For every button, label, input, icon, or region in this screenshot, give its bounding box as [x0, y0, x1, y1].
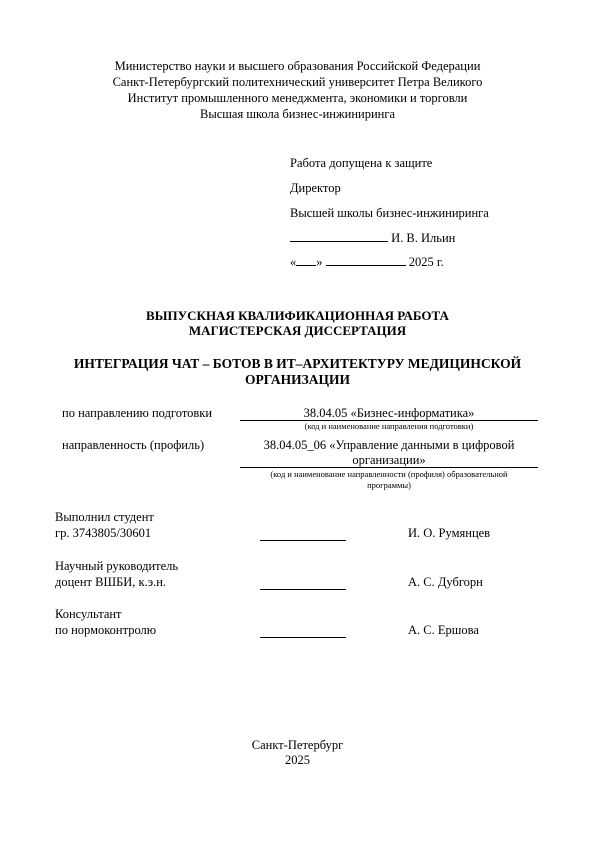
director-signature-line [290, 229, 388, 242]
direction-value: 38.04.05 «Бизнес-информатика» [303, 406, 475, 420]
supervisor-degree: доцент ВШБИ, к.э.н. [55, 575, 167, 589]
approval-school: Высшей школы бизнес-инжиниринга [290, 206, 489, 220]
consultant-area: по нормоконтролю [55, 623, 157, 637]
profile-caption-line2: программы) [367, 480, 411, 490]
topic-title-line2: ОРГАНИЗАЦИИ [245, 372, 350, 387]
institute-line: Институт промышленного менеджмента, экономики и торговли [127, 91, 468, 105]
profile-rule [240, 467, 538, 468]
student-name: И. О. Румянцев [408, 526, 491, 540]
profile-value-line2: организации» [352, 453, 426, 467]
work-type-subtitle: МАГИСТЕРСКАЯ ДИССЕРТАЦИЯ [188, 323, 407, 338]
profile-label: направленность (профиль) [62, 438, 205, 452]
consultant-name: А. С. Ершова [408, 623, 479, 637]
consultant-role: Консультант [55, 607, 122, 621]
date-open-quote: « [290, 255, 297, 269]
profile-value-line1: 38.04.05_06 «Управление данными в цифровой [263, 438, 515, 452]
supervisor-role: Научный руководитель [55, 559, 179, 573]
profile-caption-line1: (код и наименование направленности (профиля) образовательной [270, 469, 508, 479]
ministry-line: Министерство науки и высшего образования Российской Федерации [114, 59, 481, 73]
footer-year: 2025 [285, 753, 310, 767]
school-line: Высшая школа бизнес-инжиниринга [199, 107, 396, 121]
student-group: гр. 3743805/30601 [55, 526, 152, 540]
student-signature-line [260, 540, 346, 541]
consultant-signature-line [260, 637, 346, 638]
approval-admitted: Работа допущена к защите [290, 156, 433, 170]
date-month-line [326, 253, 406, 266]
approval-position: Директор [290, 181, 341, 195]
supervisor-signature-line [260, 589, 346, 590]
work-type-title: ВЫПУСКНАЯ КВАЛИФИКАЦИОННАЯ РАБОТА [146, 308, 449, 323]
university-line: Санкт-Петербургский политехнический университет Петра Великого [112, 75, 483, 89]
direction-caption: (код и наименование направления подготовки) [304, 421, 474, 431]
director-name: И. В. Ильин [391, 231, 456, 245]
date-year: 2025 г. [408, 255, 444, 269]
date-day-line [296, 253, 316, 266]
footer-city: Санкт-Петербург [251, 738, 344, 752]
student-role: Выполнил студент [55, 510, 154, 524]
date-close-quote: » [316, 255, 323, 269]
direction-label: по направлению подготовки [62, 406, 213, 420]
topic-title-line1: ИНТЕГРАЦИЯ ЧАТ – БОТОВ В ИТ–АРХИТЕКТУРУ МЕДИЦИНСКОЙ [73, 356, 522, 371]
approval-director-row [290, 229, 455, 246]
supervisor-name: А. С. Дубгорн [408, 575, 483, 589]
approval-date-row [290, 253, 444, 270]
